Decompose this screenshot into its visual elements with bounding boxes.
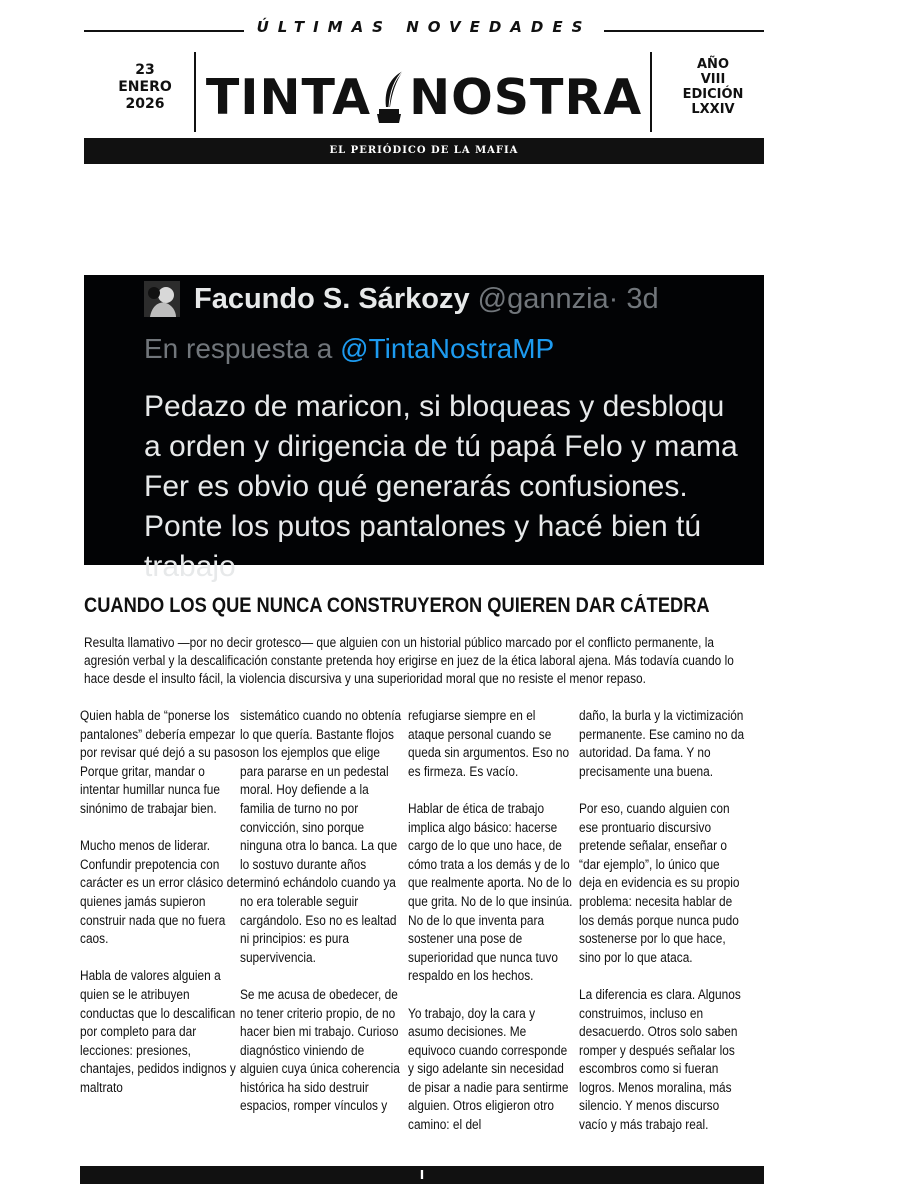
paragraph: Hablar de ética de trabajo implica algo básico: hacerse cargo de lo que uno hace, de cómo trata a los demás y de lo que realmente aporta. No de lo que grita. No de lo que insinúa. No de lo que inventa para sostener una pose de superioridad que nunca tuvo respaldo en los hechos. [408,800,573,984]
article-column-2 [240,707,405,1135]
paragraph: La diferencia es clara. Algunos construimos, incluso en desacuerdo. Otros solo saben romper y después señalar los escombros como si fueran logros. Menos moralina, más silencio. Y menos discurso vacío y más trabajo real. [579,986,741,1133]
paragraph: Habla de valores alguien a quien se le atribuyen conductas que lo descalifican por completo para dar lecciones: presiones, chantajes, pedidos indignos y maltrato [80,968,236,1095]
paragraph: Mucho menos de liderar. Confundir prepotencia con carácter es un error clásico de quienes jamás supieron construir nada que no fuera caos. [80,838,240,947]
masthead-divider-right [650,52,652,132]
avatar [144,281,180,317]
edition-year-number: VIII [700,72,726,87]
masthead-logo [204,62,644,132]
tagline-bar: EL PERIÓDICO DE LA MAFIA [84,138,764,164]
article-column-4 [579,707,744,1153]
edition-number: LXXIV [691,102,735,117]
issue-date [84,62,206,113]
tweet-author-handle: @gannzia [477,283,609,315]
article-headline: CUANDO LOS QUE NUNCA CONSTRUYERON QUIEREN DAR CÁTEDRA [84,594,710,617]
tweet-line: trabajo [144,550,236,583]
paragraph: Se me acusa de obedecer, de no tener criterio propio, de no hacer bien mi trabajo. Curioso diagnóstico viniendo de alguien cuya única coherencia histórica ha sido destruir espacios, romper vínculos y [240,986,400,1114]
date-year: 2026 [125,96,165,112]
page-footer [80,1166,764,1184]
tweet-line: Fer es obvio qué generarás confusiones. [144,470,688,503]
article-column-1 [80,707,245,1116]
kicker-rule-right [604,30,764,32]
reply-mention: @TintaNostraMP [340,333,555,364]
masthead-word-right: NOSTRA [409,68,643,126]
masthead-divider-left [194,52,196,132]
kicker-rule-left [84,30,244,32]
page-number: I [419,1168,425,1182]
kicker-bar [0,18,848,44]
quill-inkwell-icon [373,69,407,125]
masthead-word-left: TINTA [205,68,372,126]
tweet-body [144,387,904,587]
tweet-line: Pedazo de maricon, si bloqueas y desbloqu [144,390,725,423]
kicker-text: ÚLTIMAS NOVEDADES [256,18,592,36]
reply-prefix: En respuesta a [144,333,341,364]
tweet-screenshot [84,275,764,583]
paragraph: Yo trabajo, doy la cara y asumo decisiones. Me equivoco cuando corresponde y sigo adelante sin necesidad de pisar a nadie para sentirme alguien. Otros eligieron otro camino: el del [408,1005,569,1133]
tweet-timestamp: · 3d [608,283,659,315]
paragraph: Quien habla de “ponerse los pantalones” debería empezar por revisar qué dejó a su paso. Porque gritar, mandar o intentar humillar nunca fue sinónimo de trabajar bien. [80,708,244,816]
tweet-line: Ponte los putos pantalones y hacé bien tú [144,510,702,543]
date-month: ENERO [118,79,172,95]
user-avatar-icon [144,281,180,317]
paragraph: Por eso, cuando alguien con ese prontuario discursivo pretende señalar, enseñar o “dar ejemplo”, lo único que deja en evidencia es su propio problema: necesita hablar de los demás porque nunca pudo sostenerse por lo que hace, sino por lo que ataca. [579,800,740,965]
paragraph: daño, la burla y la victimización permanente. Ese camino no da autoridad. Da fama. Y no precisamente una buena. [579,708,745,779]
tweet-line: a orden y dirigencia de tú papá Felo y mama [144,430,738,463]
tweet-header [194,279,659,319]
article-column-3 [408,707,573,1153]
edition-info [656,57,770,117]
date-day: 23 [135,62,155,78]
tweet-author-name: Facundo S. Sárkozy [194,283,470,315]
edition-year-label: AÑO [697,57,729,72]
article-lede: Resulta llamativo —por no decir grotesco— que alguien con un historial público marcado por el conflicto permanente, la agresión verbal y la descalificación constante pretenda hoy erigirse en juez de la ética laboral ajena. Más todavía cuando lo hace desde el insulto fácil, la violencia discursiva y una superioridad moral que no resiste el menor repaso. [84,635,734,686]
edition-label: EDICIÓN [682,87,744,102]
paragraph: refugiarse siempre en el ataque personal cuando se queda sin argumentos. Eso no es firmeza. Es vacío. [408,708,570,779]
paragraph: sistemático cuando no obtenía lo que quería. Bastante flojos son los ejemplos que elige para pararse en un pedestal moral. Hoy defiende a la familia de turno no por convicción, sino porque ninguna otra lo banca. La que lo sostuvo durante años terminó echándolo cuando ya no era tolerable seguir cargándolo. Eso no es lealtad ni principios: es pura supervivencia. [240,708,402,965]
tweet-reply-context [144,333,554,365]
